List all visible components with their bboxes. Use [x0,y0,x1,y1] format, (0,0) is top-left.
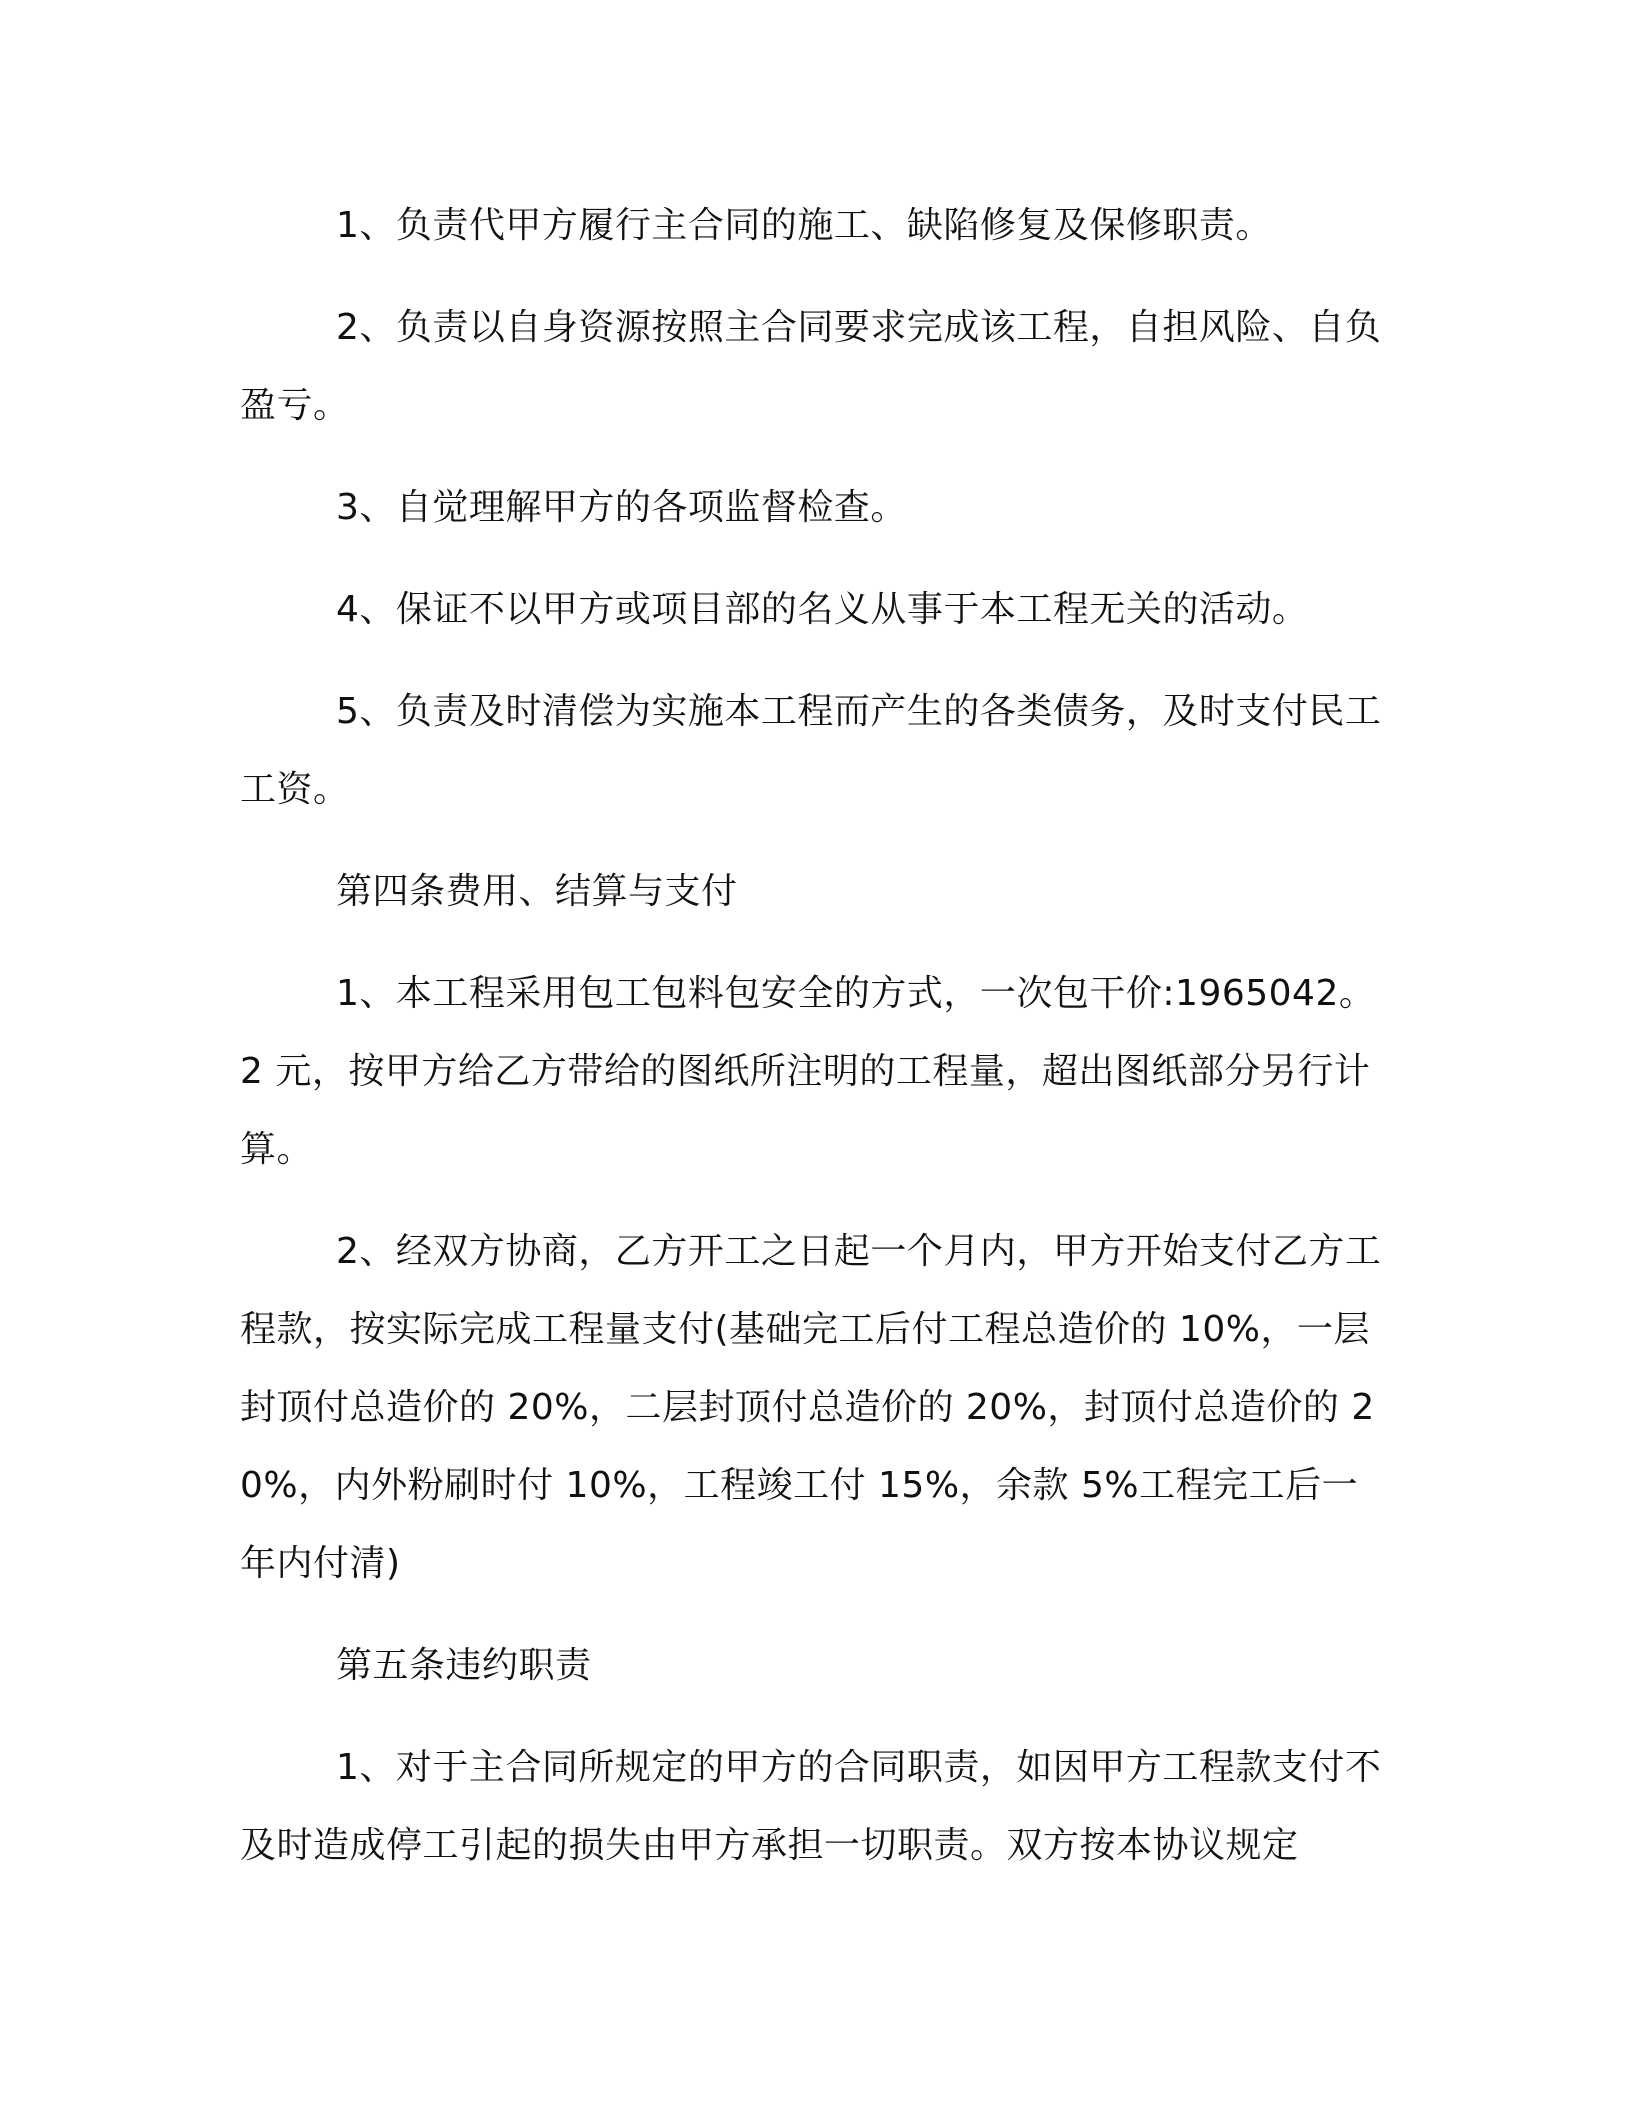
clause-item-2-own-resources: 2、负责以自身资源按照主合同要求完成该工程，自担风险、自负盈亏。 [240,307,1382,426]
payment-item-1-lump-sum: 1、本工程采用包工包料包安全的方式，一次包干价:1965042。2 元，按甲方给乙方带给的图纸所注明的工程量，超出图纸部分另行计算。 [240,973,1376,1170]
section-heading-article-4: 第四条费用、结算与支付 [336,871,738,912]
section-heading-article-5: 第五条违约职责 [336,1645,592,1686]
liability-item-1: 1、对于主合同所规定的甲方的合同职责，如因甲方工程款支付不及时造成停工引起的损失由甲方承担一切职责。双方按本协议规定 [240,1747,1382,1866]
payment-item-2-schedule: 2、经双方协商，乙方开工之日起一个月内，甲方开始支付乙方工程款，按实际完成工程量支付(基础完工后付工程总造价的 10%，一层封顶付总造价的 20%，二层封顶付总造价的 20%，封顶付总造价的 20%，内外粉刷时付 10%，工程竣工付 15%，余款 5%工程完工后一年内付清) [240,1231,1382,1584]
clause-item-5-debts-wages: 5、负责及时清偿为实施本工程而产生的各类债务，及时支付民工工资。 [240,691,1382,810]
clause-item-1-construction-duty: 1、负责代甲方履行主合同的施工、缺陷修复及保修职责。 [336,205,1272,246]
clause-item-3-supervision: 3、自觉理解甲方的各项监督检查。 [336,487,907,528]
clause-item-4-no-unrelated-activity: 4、保证不以甲方或项目部的名义从事于本工程无关的活动。 [336,589,1309,630]
document-body [240,187,1390,1885]
